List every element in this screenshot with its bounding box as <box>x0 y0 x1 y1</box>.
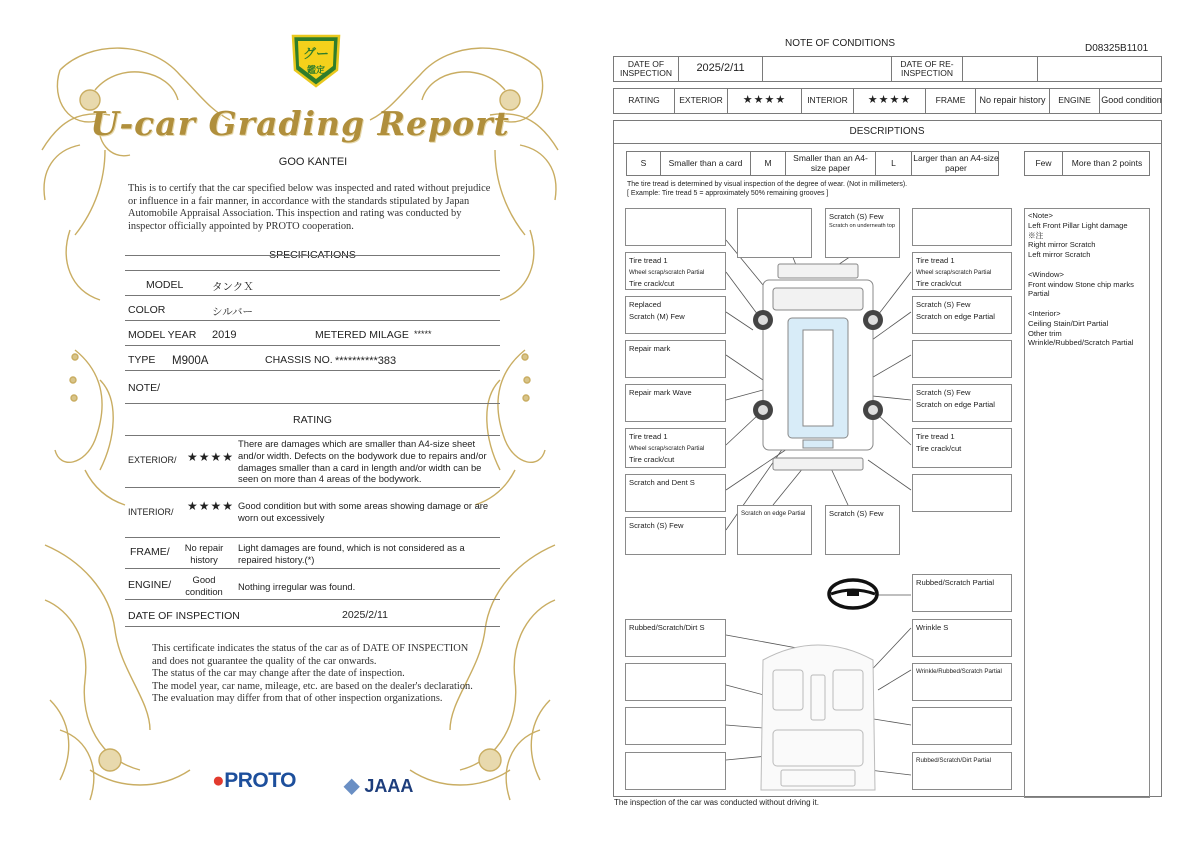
model-year-value: 2019 <box>212 329 237 341</box>
box-text: Repair mark Wave <box>629 388 692 397</box>
document-id: D08325B1101 <box>1085 43 1149 54</box>
description-box <box>912 208 1012 246</box>
exterior-stars: ★★★★ <box>728 89 802 113</box>
few-description: More than 2 points <box>1071 157 1143 168</box>
chassis-label: CHASSIS NO. <box>265 354 333 366</box>
note-line: Right mirror Scratch <box>1028 240 1096 250</box>
engine-label: ENGINE <box>1050 89 1100 113</box>
divider <box>125 435 500 436</box>
exterior-description: There are damages which are smaller than A4-size sheet and/or width. Defects on the bodywork due to repairs and/or damages smaller than a card in length and/or width can be seen on more than 4 areas of the bodywork. <box>238 438 487 485</box>
note-line <box>1028 299 1146 309</box>
description-box-left-front-tire <box>625 252 726 290</box>
model-label: MODEL <box>146 279 184 291</box>
description-box-left-rear-panel <box>625 384 726 422</box>
exterior-label: EXTERIOR <box>675 89 728 113</box>
box-text: Scratch (S) Few <box>916 388 971 397</box>
box-text: Scratch on edge Partial <box>741 510 806 517</box>
engine-value: Good condition <box>1101 95 1162 106</box>
note-line: Other trim <box>1028 328 1062 338</box>
proto-logo <box>212 769 296 793</box>
date-of-inspection-label: DATE OF INSPECTION <box>128 610 240 622</box>
description-box-left-rear-quarter <box>625 474 726 512</box>
color-value: シルバー <box>212 306 254 318</box>
note-line: Ceiling Stain/Dirt Partial <box>1028 318 1109 328</box>
description-box-steering <box>912 574 1012 612</box>
goo-kantei-badge-icon <box>289 32 343 90</box>
note-title: NOTE OF CONDITIONS <box>785 38 895 49</box>
note-line: Left Front Pillar Light damage <box>1028 220 1128 230</box>
size-s-description: Smaller than a card <box>661 152 751 175</box>
note-line: <Window> <box>1028 269 1064 279</box>
badge-bottom-text: 鑑定 <box>306 66 326 76</box>
interior-label: INTERIOR <box>802 89 854 113</box>
description-box <box>625 752 726 790</box>
description-box-interior-right-4 <box>912 752 1012 790</box>
size-l-label: L <box>876 152 912 175</box>
divider <box>125 599 500 600</box>
size-legend <box>626 151 999 176</box>
interior-stars: ★★★★ <box>854 89 926 113</box>
few-legend <box>1024 151 1150 176</box>
date-of-inspection-value: 2025/2/11 <box>342 609 388 621</box>
box-text: Wrinkle S <box>916 623 949 632</box>
type-value: M900A <box>172 355 209 367</box>
box-text: Tire tread 1 <box>916 432 955 441</box>
divider <box>125 270 500 271</box>
chassis-value: **********383 <box>335 355 397 367</box>
tire-tread-note <box>627 180 907 198</box>
blank-cell <box>763 57 892 81</box>
description-box-bottom-center-left <box>737 505 812 555</box>
interior-stars: ★★★★ <box>187 499 235 513</box>
box-text: Replaced <box>629 300 662 309</box>
notes-panel <box>1024 208 1150 798</box>
box-text: Wheel scrap/scratch Partial <box>629 268 705 276</box>
box-text: Tire tread 1 <box>916 256 955 265</box>
box-text: Scratch on edge Partial <box>916 311 995 321</box>
box-text: Scratch on underneath top <box>829 222 895 229</box>
note-line: <Interior> <box>1028 308 1061 318</box>
engine-description: Nothing irregular was found. <box>238 581 356 592</box>
frame-label: FRAME <box>926 89 976 113</box>
note-line: ※注 <box>1028 230 1044 240</box>
divider <box>125 537 500 538</box>
note-line: <Note> <box>1028 211 1053 220</box>
date-of-reinspection-value <box>963 57 1038 81</box>
jaaa-logo <box>344 773 413 798</box>
description-box <box>737 208 812 258</box>
interior-description: Good condition but with some areas showing damage or are worn out excessively <box>238 500 489 523</box>
steering-wheel-icon <box>829 580 877 608</box>
description-box <box>912 474 1012 512</box>
description-box <box>625 707 726 745</box>
description-box-right-rear-tire <box>912 428 1012 468</box>
blank-cell <box>1038 57 1163 81</box>
metered-milage-value: ***** <box>414 329 432 339</box>
divider <box>125 403 500 404</box>
few-label: Few <box>1025 152 1063 175</box>
certificate-footer <box>152 643 482 706</box>
jaaa-logo-text: JAAA <box>364 776 414 796</box>
rating-row <box>613 88 1162 114</box>
box-text: Repair mark <box>629 344 671 353</box>
divider <box>125 626 500 627</box>
exterior-stars: ★★★★ <box>187 450 235 464</box>
description-box-left-rear-tire <box>625 428 726 468</box>
description-box-bottom-center-right <box>825 505 900 555</box>
footer-line: The model year, car name, mileage, etc. are based on the dealer's declaration. <box>152 680 473 692</box>
description-box-right-front-tire <box>912 252 1012 290</box>
box-text: Tire crack/cut <box>629 454 675 464</box>
badge-top-text: グー <box>302 47 330 62</box>
note-label: NOTE/ <box>128 382 161 394</box>
note-line <box>1028 260 1146 270</box>
frame-value: No repair history <box>184 542 224 565</box>
box-text: Tire tread 1 <box>629 432 668 441</box>
note-line: Left mirror Scratch <box>1028 250 1091 260</box>
metered-milage-label: METERED MILAGE <box>315 329 409 341</box>
description-box-right-front-door <box>912 296 1012 334</box>
box-text: Tire tread 1 <box>629 256 668 265</box>
size-s-label: S <box>627 152 661 175</box>
type-label: TYPE <box>128 354 156 366</box>
description-box-interior-right-2 <box>912 663 1012 701</box>
divider <box>125 320 500 321</box>
box-text: Scratch (M) Few <box>629 311 685 321</box>
description-box-right-rear-door <box>912 384 1012 422</box>
rating-label: RATING <box>614 89 675 113</box>
engine-value: Good condition <box>185 574 223 597</box>
footer-line: The status of the car may change after the date of inspection. <box>152 668 405 680</box>
proto-logo-text: PROTO <box>224 769 296 792</box>
description-box-left-rear-door <box>625 340 726 378</box>
box-text: Rubbed/Scratch/Dirt S <box>629 623 705 632</box>
divider <box>125 345 500 346</box>
description-box <box>912 707 1012 745</box>
specifications-heading: SPECIFICATIONS <box>269 249 356 261</box>
description-box-left-front-door <box>625 296 726 334</box>
box-text: Wheel scrap/scratch Partial <box>629 444 705 452</box>
frame-description: Light damages are found, which is not considered as a repaired history.(*) <box>238 542 465 565</box>
description-box <box>625 208 726 246</box>
frame-label: FRAME/ <box>130 546 170 558</box>
divider <box>125 370 500 371</box>
footer-line: This certificate indicates the status of the car as of DATE OF INSPECTION and does not guarantee the quality of the car onwards. <box>152 643 469 667</box>
description-box-interior-right-1 <box>912 619 1012 657</box>
interior-diagram <box>761 645 875 790</box>
size-m-label: M <box>751 152 786 175</box>
date-row <box>613 56 1162 82</box>
divider <box>125 255 500 256</box>
box-text: Tire crack/cut <box>916 443 962 453</box>
box-text: Scratch (S) Few <box>629 521 684 530</box>
box-text: Scratch and Dent S <box>629 478 695 487</box>
box-text: Scratch (S) Few <box>829 509 884 518</box>
engine-label: ENGINE/ <box>128 579 172 591</box>
size-l-description: Larger than an A4-size paper <box>913 153 999 173</box>
date-of-inspection-label: DATE OF INSPECTION <box>614 57 679 81</box>
description-box-interior-ceiling <box>625 619 726 657</box>
box-text: Rubbed/Scratch/Dirt Partial <box>916 757 991 764</box>
description-box-top-right <box>825 208 900 258</box>
tread-note-line: [ Example: Tire tread 5 = approximately 50% remaining grooves ] <box>627 190 829 197</box>
note-line: Front window Stone chip marks Partial <box>1028 279 1134 299</box>
description-box-bottom-left <box>625 517 726 555</box>
rating-heading: RATING <box>293 414 332 426</box>
box-text: Tire crack/cut <box>916 278 962 288</box>
frame-value: No repair history <box>976 89 1050 113</box>
divider <box>125 568 500 569</box>
tread-note-line: The tire tread is determined by visual inspection of the degree of wear. (Not in millimeters). <box>627 181 908 188</box>
certificate-intro: This is to certify that the car specified below was inspected and rated without prejudice or influence in a fair manner, in accordance with the standards stipulated by Japan Automobile Appraisal Association. This inspection and rating was conducted by inspector officially appointed by PROTO cooperation. <box>128 183 491 232</box>
box-text: Rubbed/Scratch Partial <box>916 578 995 587</box>
model-year-label: MODEL YEAR <box>128 329 197 341</box>
date-of-reinspection-label: DATE OF RE-INSPECTION <box>892 57 963 81</box>
description-box <box>912 340 1012 378</box>
box-text: Wheel scrap/scratch Partial <box>916 268 992 276</box>
size-m-description: Smaller than an A4-size paper <box>786 152 876 175</box>
box-text: Scratch (S) Few <box>829 212 884 221</box>
box-text: Scratch on edge Partial <box>916 399 995 409</box>
model-value: タンクＸ <box>212 281 254 293</box>
color-label: COLOR <box>128 304 166 316</box>
certificate-subtitle: GOO KANTEI <box>278 156 348 168</box>
box-text: Scratch (S) Few <box>916 300 971 309</box>
description-box <box>625 663 726 701</box>
divider <box>125 487 500 488</box>
date-of-inspection-value: 2025/2/11 <box>679 57 763 81</box>
descriptions-heading: DESCRIPTIONS <box>613 120 1161 144</box>
box-text: Wrinkle/Rubbed/Scratch Partial <box>916 668 1002 675</box>
interior-label: INTERIOR/ <box>128 507 174 517</box>
divider <box>125 295 500 296</box>
exterior-label: EXTERIOR/ <box>128 455 177 465</box>
note-line: Wrinkle/Rubbed/Scratch Partial <box>1028 338 1134 348</box>
box-text: Tire crack/cut <box>629 278 675 288</box>
note-footer: The inspection of the car was conducted without driving it. <box>614 798 819 807</box>
proto-mark-icon: ● <box>212 769 225 792</box>
footer-line: The evaluation may differ from that of other inspection organizations. <box>152 693 443 705</box>
jaaa-mark-icon: ◆ <box>344 775 360 797</box>
certificate-title: U-car Grading Report <box>90 104 510 143</box>
